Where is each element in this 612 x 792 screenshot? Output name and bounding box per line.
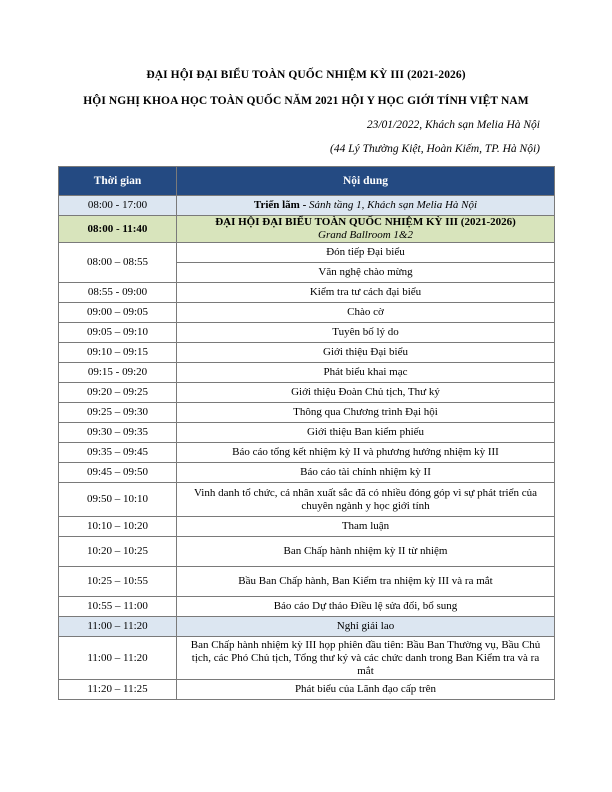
venue-address: (44 Lý Thường Kiệt, Hoàn Kiếm, TP. Hà Nội) <box>330 143 540 155</box>
row-time: 09:45 – 09:50 <box>59 463 177 483</box>
table-row <box>59 243 555 263</box>
row-time: 09:15 - 09:20 <box>59 363 177 383</box>
row-time: 10:25 – 10:55 <box>59 567 177 597</box>
row-content: Đón tiếp Đại biểu <box>177 243 555 263</box>
row-content: Báo cáo tài chính nhiệm kỳ II <box>177 463 555 483</box>
schedule-table <box>58 166 555 700</box>
row-content: Giới thiệu Đại biểu <box>177 343 555 363</box>
row-time: 11:00 – 11:20 <box>59 617 177 637</box>
table-row <box>59 423 555 443</box>
table-header-row <box>59 167 555 196</box>
row-content: Vinh danh tổ chức, cá nhân xuất sắc đã có nhiều đóng góp vì sự phát triển của chuyên ngành y học giới tính <box>177 483 555 517</box>
exhibition-label: Triển lãm - <box>253 199 307 211</box>
row-time: 11:20 – 11:25 <box>59 680 177 700</box>
row-time: 11:00 – 11:20 <box>59 637 177 680</box>
row-content: Nghỉ giải lao <box>177 617 555 637</box>
row-content: Kiểm tra tư cách đại biểu <box>177 283 555 303</box>
row-content: Phát biểu khai mạc <box>177 363 555 383</box>
table-row <box>59 463 555 483</box>
row-content: Ban Chấp hành nhiệm kỳ II từ nhiệm <box>177 537 555 567</box>
row-time: 10:55 – 11:00 <box>59 597 177 617</box>
table-row-break <box>59 617 555 637</box>
row-content: Báo cáo tổng kết nhiệm kỳ II và phương hướng nhiệm kỳ III <box>177 443 555 463</box>
row-time: 09:00 – 09:05 <box>59 303 177 323</box>
row-content: Chào cờ <box>177 303 555 323</box>
row-time: 09:25 – 09:30 <box>59 403 177 423</box>
row-content: Ban Chấp hành nhiệm kỳ III họp phiên đầu tiên: Bầu Ban Thường vụ, Bầu Chủ tịch, các Phó Chủ tịch, Tổng thư ký và các chức danh trong Ban Kiểm tra và ra mắt <box>177 637 555 680</box>
row-time: 08:55 - 09:00 <box>59 283 177 303</box>
table-row <box>59 323 555 343</box>
row-time: 09:30 – 09:35 <box>59 423 177 443</box>
table-row <box>59 443 555 463</box>
date-venue: 23/01/2022, Khách sạn Melia Hà Nội <box>366 119 540 131</box>
row-content: Giới thiệu Ban kiểm phiếu <box>177 423 555 443</box>
table-row <box>59 597 555 617</box>
row-time: 09:20 – 09:25 <box>59 383 177 403</box>
table-row <box>59 363 555 383</box>
table-row <box>59 567 555 597</box>
row-content <box>177 216 555 243</box>
header-time: Thời gian <box>59 167 177 196</box>
document-subtitle: HỘI NGHỊ KHOA HỌC TOÀN QUỐC NĂM 2021 HỘI Y HỌC GIỚI TÍNH VIỆT NAM <box>83 95 529 107</box>
row-time: 08:00 – 08:55 <box>59 243 177 283</box>
document-title: ĐẠI HỘI ĐẠI BIỂU TOÀN QUỐC NHIỆM KỲ III (2021-2026) <box>146 69 466 81</box>
assembly-room: Grand Ballroom 1&2 <box>318 229 413 241</box>
table-row <box>59 517 555 537</box>
table-row <box>59 537 555 567</box>
table-row <box>59 283 555 303</box>
assembly-title: ĐẠI HỘI ĐẠI BIỂU TOÀN QUỐC NHIỆM KỲ III (2021-2026) <box>215 216 516 228</box>
table-row <box>59 343 555 363</box>
row-time: 09:10 – 09:15 <box>59 343 177 363</box>
row-content: Báo cáo Dự thảo Điều lệ sửa đổi, bổ sung <box>177 597 555 617</box>
table-row <box>59 403 555 423</box>
row-content: Văn nghệ chào mừng <box>177 263 555 283</box>
row-time: 08:00 - 17:00 <box>59 196 177 216</box>
table-row-assembly <box>59 216 555 243</box>
row-content <box>177 196 555 216</box>
row-time: 09:35 – 09:45 <box>59 443 177 463</box>
table-row <box>59 383 555 403</box>
row-content: Bầu Ban Chấp hành, Ban Kiểm tra nhiệm kỳ III và ra mắt <box>177 567 555 597</box>
table-row <box>59 303 555 323</box>
row-time: 10:10 – 10:20 <box>59 517 177 537</box>
table-row <box>59 637 555 680</box>
row-time: 09:50 – 10:10 <box>59 483 177 517</box>
header-content: Nội dung <box>177 167 555 196</box>
table-row-exhibition <box>59 196 555 216</box>
row-content: Tuyên bố lý do <box>177 323 555 343</box>
row-content: Phát biểu của Lãnh đạo cấp trên <box>177 680 555 700</box>
row-content: Tham luận <box>177 517 555 537</box>
table-row <box>59 483 555 517</box>
table-row <box>59 680 555 700</box>
row-content: Giới thiệu Đoàn Chủ tịch, Thư ký <box>177 383 555 403</box>
row-time: 09:05 – 09:10 <box>59 323 177 343</box>
row-content: Thông qua Chương trình Đại hội <box>177 403 555 423</box>
row-time: 10:20 – 10:25 <box>59 537 177 567</box>
row-time: 08:00 - 11:40 <box>59 216 177 243</box>
exhibition-place: Sảnh tầng 1, Khách sạn Melia Hà Nội <box>306 199 478 211</box>
